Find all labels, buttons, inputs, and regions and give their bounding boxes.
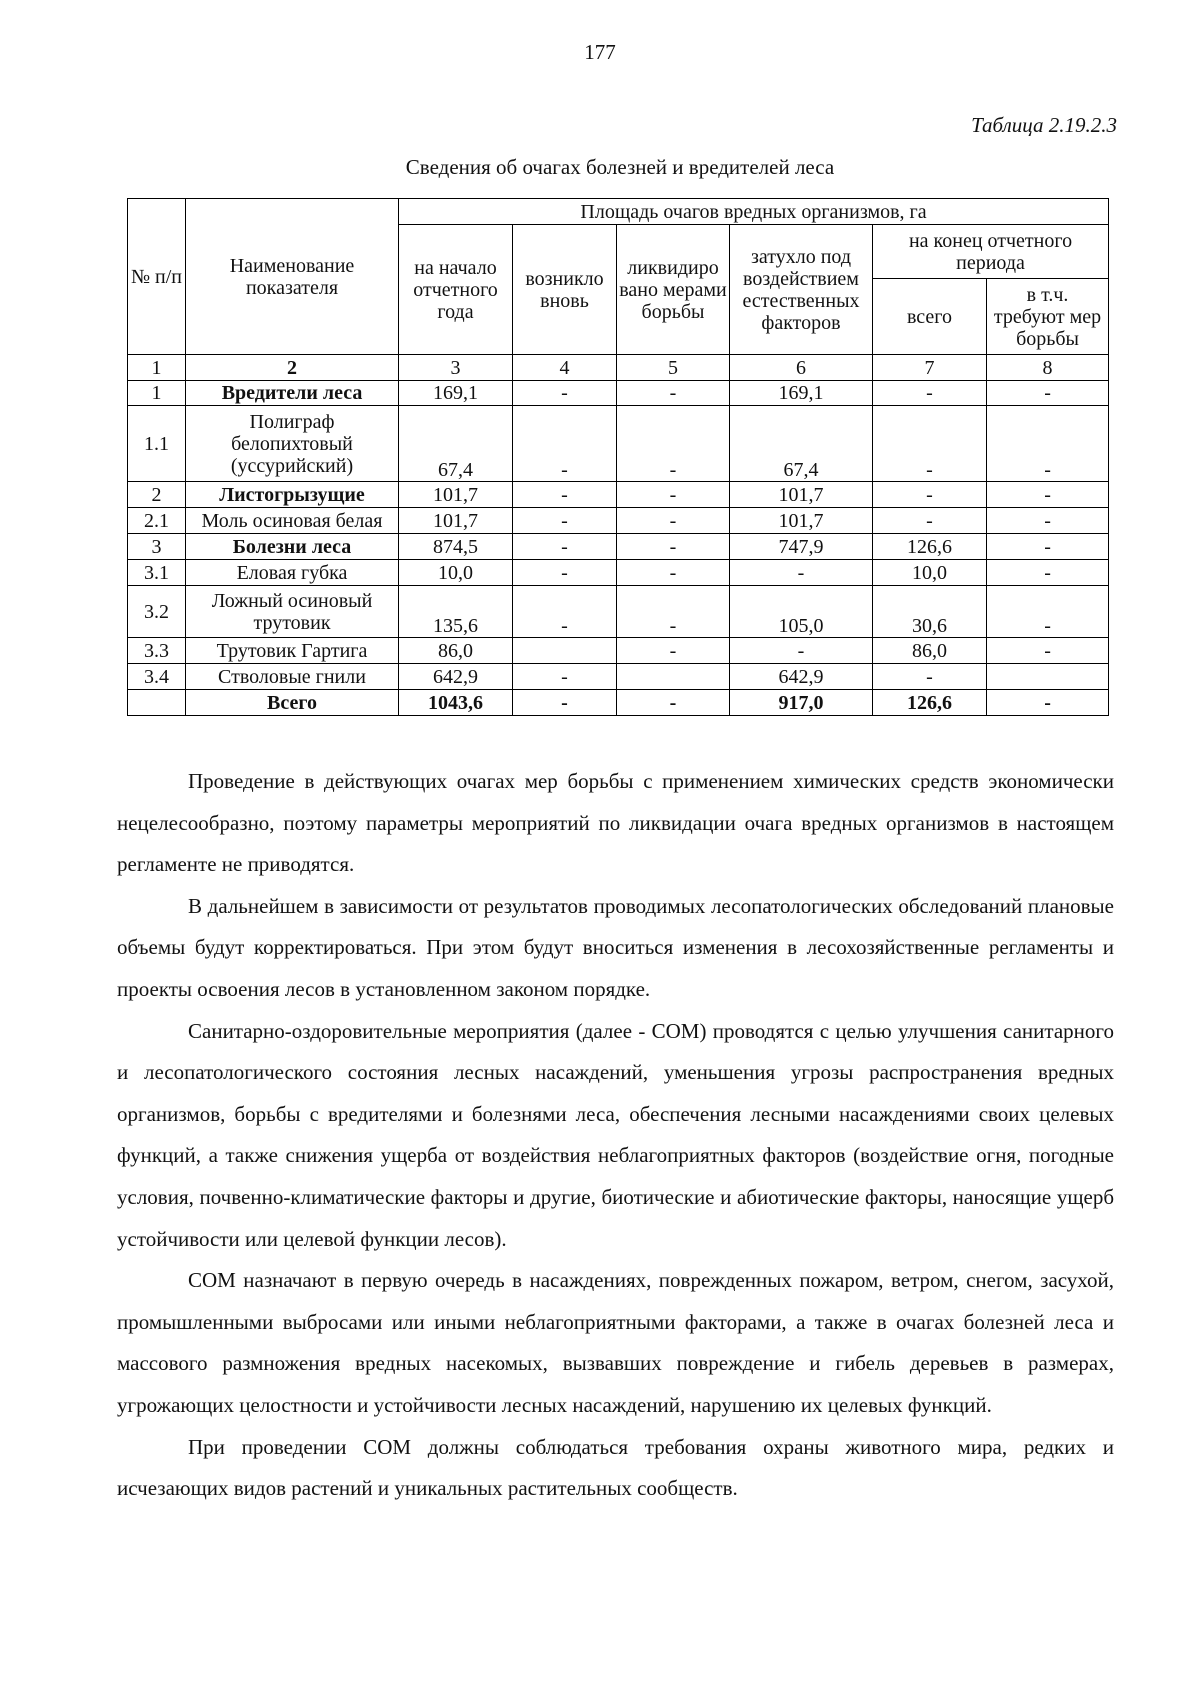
row-need: - <box>987 406 1109 482</box>
row-num <box>128 690 186 716</box>
header-need: в т.ч. требуют мер борьбы <box>987 279 1109 355</box>
row-total: - <box>873 406 987 482</box>
row-start: 67,4 <box>399 406 513 482</box>
row-natural: 105,0 <box>730 586 873 638</box>
row-natural: - <box>730 638 873 664</box>
table-row <box>128 482 1109 508</box>
row-need: - <box>987 560 1109 586</box>
row-start: 169,1 <box>399 381 513 406</box>
row-natural: 642,9 <box>730 664 873 690</box>
row-liquidated: - <box>617 406 730 482</box>
row-liquidated: - <box>617 381 730 406</box>
row-num: 1 <box>128 381 186 406</box>
row-total: - <box>873 381 987 406</box>
row-liquidated <box>617 664 730 690</box>
row-natural: 67,4 <box>730 406 873 482</box>
row-num: 1.1 <box>128 406 186 482</box>
row-start: 10,0 <box>399 560 513 586</box>
table-row <box>128 560 1109 586</box>
row-total: - <box>873 482 987 508</box>
row-new <box>513 638 617 664</box>
row-name: Трутовик Гартига <box>186 638 399 664</box>
table-title: Сведения об очагах болезней и вредителей леса <box>405 155 835 179</box>
paragraph: В дальнейшем в зависимости от результатов проводимых лесопатологических обследований плановые объемы будут корректироваться. При этом будут вноситься изменения в лесохозяйственные регламенты и проекты освоения лесов в установленном законом порядке. <box>117 893 1114 1001</box>
row-name: Болезни леса <box>186 534 399 560</box>
header-start: на начало отчетного года <box>399 225 513 355</box>
row-total: 126,6 <box>873 534 987 560</box>
col-number: 3 <box>399 355 513 381</box>
col-number: 2 <box>186 355 399 381</box>
row-total: 30,6 <box>873 586 987 638</box>
row-num: 3 <box>128 534 186 560</box>
row-natural: 169,1 <box>730 381 873 406</box>
row-start: 86,0 <box>399 638 513 664</box>
row-name: Полиграф белопихтовый (уссурийский) <box>186 406 399 482</box>
header-new: возникло вновь <box>513 225 617 355</box>
table-row <box>128 508 1109 534</box>
page-number: 177 <box>584 40 616 64</box>
row-natural: 747,9 <box>730 534 873 560</box>
col-number: 5 <box>617 355 730 381</box>
row-start: 101,7 <box>399 482 513 508</box>
header-end-group: на конец отчетного периода <box>873 225 1109 279</box>
row-total: - <box>873 508 987 534</box>
row-start: 101,7 <box>399 508 513 534</box>
row-liquidated: - <box>617 508 730 534</box>
row-name: Листогрызущие <box>186 482 399 508</box>
row-new: - <box>513 664 617 690</box>
pests-diseases-table <box>127 198 1109 716</box>
row-start: 135,6 <box>399 586 513 638</box>
header-natural: затухло под воздействием естественных факторов <box>730 225 873 355</box>
row-new: - <box>513 381 617 406</box>
row-name: Всего <box>186 690 399 716</box>
row-need: - <box>987 638 1109 664</box>
row-num: 3.3 <box>128 638 186 664</box>
row-liquidated: - <box>617 586 730 638</box>
row-total: 86,0 <box>873 638 987 664</box>
body-text <box>117 761 1114 1510</box>
col-number: 4 <box>513 355 617 381</box>
table-row-total <box>128 690 1109 716</box>
row-new: - <box>513 482 617 508</box>
table-row <box>128 381 1109 406</box>
row-liquidated: - <box>617 534 730 560</box>
table-label: Таблица 2.19.2.3 <box>971 113 1117 137</box>
row-num: 3.4 <box>128 664 186 690</box>
row-need: - <box>987 381 1109 406</box>
row-liquidated: - <box>617 690 730 716</box>
row-new: - <box>513 534 617 560</box>
row-new: - <box>513 560 617 586</box>
row-start: 1043,6 <box>399 690 513 716</box>
row-new: - <box>513 690 617 716</box>
row-new: - <box>513 508 617 534</box>
row-name: Ложный осиновый трутовик <box>186 586 399 638</box>
row-need: - <box>987 690 1109 716</box>
row-num: 2.1 <box>128 508 186 534</box>
paragraph: СОМ назначают в первую очередь в насаждениях, поврежденных пожаром, ветром, снегом, засухой, промышленными выбросами или иными неблагоприятными факторами, а также в очагах болезней леса и массового размножения вредных насекомых, вызвавших повреждение и гибель деревьев в размерах, угрожающих целостности и устойчивости лесных насаждений, нарушению их целевых функций. <box>117 1268 1114 1417</box>
row-liquidated: - <box>617 482 730 508</box>
row-num: 3.2 <box>128 586 186 638</box>
row-need: - <box>987 508 1109 534</box>
row-new: - <box>513 406 617 482</box>
header-total: всего <box>873 279 987 355</box>
col-number: 1 <box>128 355 186 381</box>
table-row <box>128 664 1109 690</box>
row-liquidated: - <box>617 638 730 664</box>
row-name: Еловая губка <box>186 560 399 586</box>
row-num: 3.1 <box>128 560 186 586</box>
row-natural: - <box>730 560 873 586</box>
header-num: № п/п <box>128 199 186 355</box>
header-liquidated: ликвидиро вано мерами борьбы <box>617 225 730 355</box>
row-need: - <box>987 534 1109 560</box>
row-natural: 101,7 <box>730 508 873 534</box>
row-num: 2 <box>128 482 186 508</box>
paragraph: Санитарно-оздоровительные мероприятия (далее - СОМ) проводятся с целью улучшения санитарного и лесопатологического состояния лесных насаждений, уменьшения угрозы распространения вредных организмов, борьбы с вредителями и болезнями леса, обеспечения лесными насаждениями своих целевых функций, а также снижения ущерба от воздействия неблагоприятных факторов (воздействие огня, погодные условия, почвенно-климатические факторы и другие, биотические и абиотические факторы, наносящие ущерб устойчивости или целевой функции лесов). <box>117 1018 1114 1251</box>
row-total: 126,6 <box>873 690 987 716</box>
table-row <box>128 534 1109 560</box>
row-total: 10,0 <box>873 560 987 586</box>
header-area-group: Площадь очагов вредных организмов, га <box>399 199 1109 225</box>
row-name: Моль осиновая белая <box>186 508 399 534</box>
col-number: 6 <box>730 355 873 381</box>
table-row <box>128 406 1109 482</box>
row-liquidated: - <box>617 560 730 586</box>
row-need <box>987 664 1109 690</box>
paragraph: Проведение в действующих очагах мер борьбы с применением химических средств экономически нецелесообразно, поэтому параметры мероприятий по ликвидации очага вредных организмов в настоящем регламенте не приводятся. <box>117 769 1114 877</box>
row-new: - <box>513 586 617 638</box>
paragraph: При проведении СОМ должны соблюдаться требования охраны животного мира, редких и исчезающих видов растений и уникальных растительных сообществ. <box>117 1434 1114 1501</box>
col-number: 8 <box>987 355 1109 381</box>
row-start: 642,9 <box>399 664 513 690</box>
row-need: - <box>987 586 1109 638</box>
row-natural: 101,7 <box>730 482 873 508</box>
table-row <box>128 638 1109 664</box>
row-total: - <box>873 664 987 690</box>
header-name: Наименование показателя <box>186 199 399 355</box>
row-name: Вредители леса <box>186 381 399 406</box>
table-row <box>128 586 1109 638</box>
row-need: - <box>987 482 1109 508</box>
row-natural: 917,0 <box>730 690 873 716</box>
row-name: Стволовые гнили <box>186 664 399 690</box>
col-number: 7 <box>873 355 987 381</box>
row-start: 874,5 <box>399 534 513 560</box>
